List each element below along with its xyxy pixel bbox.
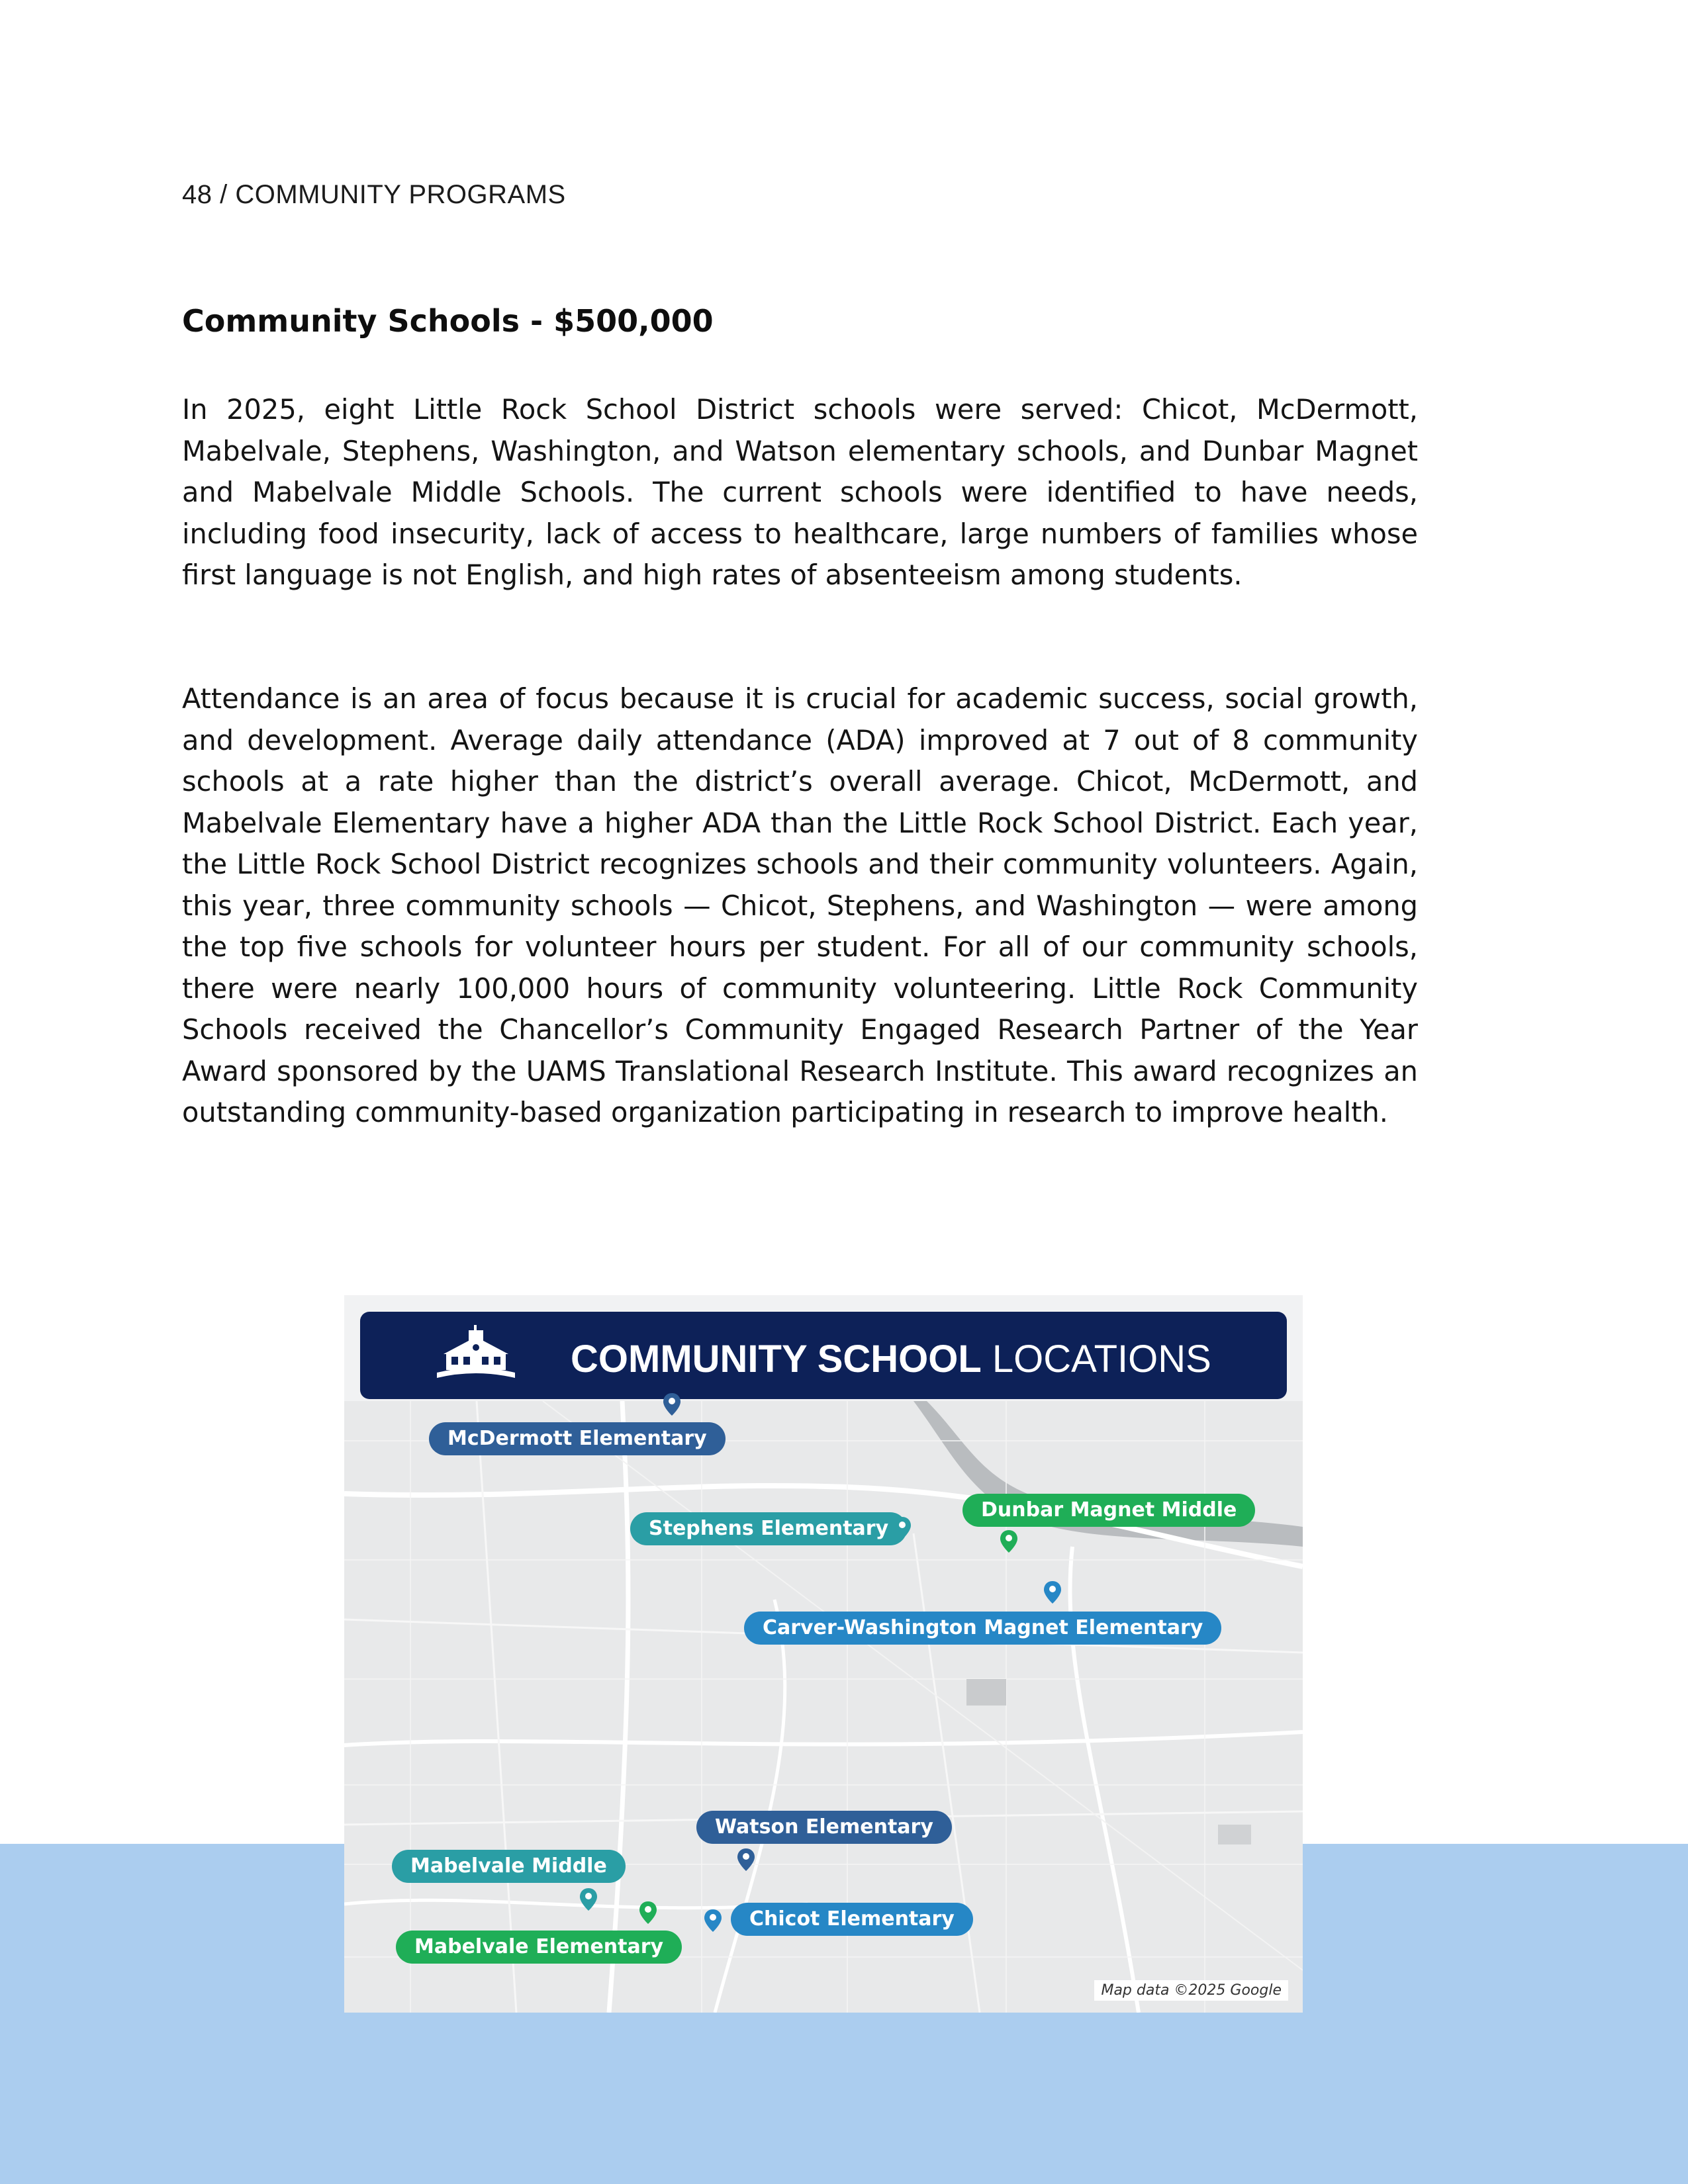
map-attribution: Map data ©2025 Google	[1094, 1980, 1288, 2001]
label-chicot-elementary: Chicot Elementary	[731, 1903, 973, 1936]
school-building-icon	[432, 1325, 520, 1386]
label-mcdermott-elementary: McDermott Elementary	[429, 1422, 726, 1455]
map-pin-icon	[704, 1909, 722, 1932]
label-mabelvale-elementary: Mabelvale Elementary	[396, 1931, 682, 1964]
paragraph-attendance: Attendance is an area of focus because it is crucial for academic success, social growth, and development. Average daily attendance (ADA) improved at 7 out of 8 community schools at a rate higher than the district’s overall average. Chicot, McDermott, and Mabelvale Elementary have a higher ADA than the Little Rock School District. Each year, the Little Rock School District recognizes schools and their community volunteers. Again, this year, three community schools — Chicot, Stephens, and Washington — were among the top five schools for volunteer hours per student. For all of our community schools, there were nearly 100,000 hours of community volunteering. Little Rock Community Schools received the Chancellor’s Community Engaged Research Partner of the Year Award sponsored by the UAMS Translational Research Institute. This award recognizes an outstanding community-based organization participating in research to improve health.	[182, 682, 1418, 1128]
map-pin-icon	[639, 1901, 657, 1924]
label-watson-elementary: Watson Elementary	[696, 1811, 952, 1844]
map-pin-icon	[1000, 1530, 1017, 1553]
map-canvas	[344, 1401, 1303, 2013]
map-banner	[360, 1312, 1287, 1399]
map-pin-icon	[663, 1393, 680, 1416]
paragraph-schools-served: In 2025, eight Little Rock School District schools were served: Chicot, McDermott, Mabelvale, Stephens, Washington, and Watson elementary schools, and Dunbar Magnet and Mabelvale Middle Schools. The current schools were identified to have needs, including food insecurity, lack of access to healthcare, large numbers of families whose first language is not English, and high rates of absenteeism among students.	[182, 393, 1418, 591]
label-carver-washington-magnet-elementary: Carver-Washington Magnet Elementary	[744, 1612, 1221, 1645]
map-pin-icon	[580, 1888, 597, 1911]
label-dunbar-magnet-middle: Dunbar Magnet Middle	[962, 1494, 1255, 1527]
map-title: COMMUNITY SCHOOL LOCATIONS	[571, 1338, 1211, 1381]
label-mabelvale-middle: Mabelvale Middle	[392, 1850, 626, 1883]
label-stephens-elementary: Stephens Elementary	[630, 1512, 907, 1545]
section-title: Community Schools - $500,000	[182, 303, 714, 339]
map-pin-icon	[1044, 1581, 1061, 1604]
map-pin-icon	[894, 1517, 911, 1539]
map-pin-icon	[737, 1848, 755, 1871]
community-school-locations-map	[344, 1295, 1303, 2013]
page-header: 48 / COMMUNITY PROGRAMS	[182, 180, 566, 209]
